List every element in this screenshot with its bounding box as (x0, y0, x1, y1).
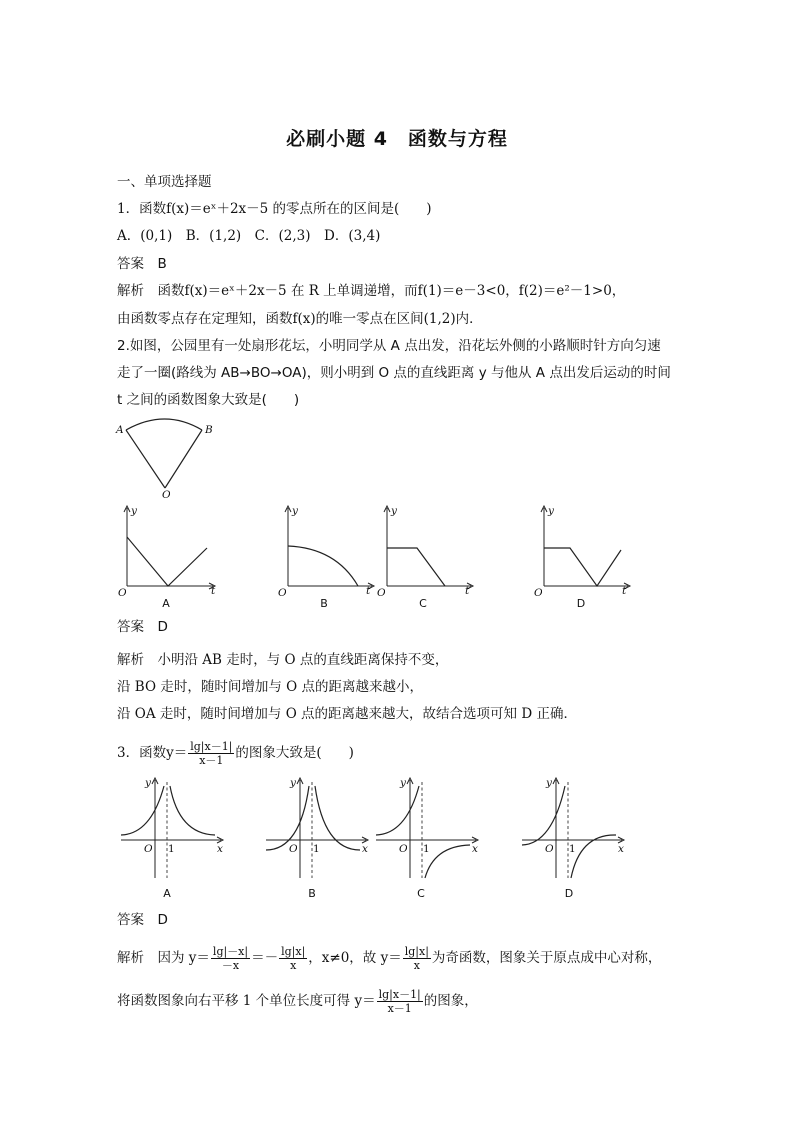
q2-graph-b (274, 502, 379, 597)
axis-y-label: y (548, 505, 554, 517)
sector-label-b: B (205, 424, 213, 436)
fraction-denominator: －x (221, 959, 240, 972)
q3-analysis-fraction-3 (403, 945, 431, 972)
q3-graph-b-label: B (308, 887, 316, 900)
q3-analysis-mid-2: ，x≠0，故 y＝ (308, 950, 402, 966)
q2-graph-b-label: B (320, 597, 328, 610)
q3-stem-fraction (188, 740, 234, 767)
axis-y-label: y (391, 505, 397, 517)
axis-t-label: t (465, 585, 470, 597)
q2-graph-d (530, 502, 635, 597)
fraction-denominator: x－1 (199, 754, 224, 767)
axis-y-label: y (145, 777, 151, 789)
axis-x-label: x (472, 843, 478, 855)
q1-analysis-line-2: 由函数零点存在定理知，函数f(x)的唯一零点在区间(1,2)内． (117, 311, 483, 327)
q1-answer: 答案 B (117, 256, 167, 272)
q3-graph-c-label: C (417, 887, 425, 900)
fraction-numerator: lg|－x| (212, 945, 249, 958)
axis-y-label: y (290, 777, 296, 789)
q3-graph-a-right-branch (170, 786, 215, 835)
axis-t-label: t (211, 585, 216, 597)
q3-graph-a (117, 772, 227, 884)
q3-graph-d (518, 772, 628, 884)
fraction-numerator: lg|x| (404, 945, 429, 958)
q3-analysis-suffix: 为奇函数，图象关于原点成中心对称， (431, 950, 662, 966)
q3-analysis-2-suffix: 的图象， (423, 993, 478, 1009)
axis-t-label: t (622, 585, 627, 597)
q2-graph-c (373, 502, 478, 597)
axis-origin-label: O (377, 587, 386, 599)
q2-graph-a-curve (127, 537, 207, 586)
fraction-numerator: lg|x－1| (190, 740, 233, 753)
fraction-denominator: x (413, 959, 420, 972)
sector-radius-oa (126, 430, 165, 488)
q3-graph-c-right-branch (425, 845, 470, 878)
q3-graph-c (372, 772, 482, 884)
q2-analysis-line-1: 解析 小明沿 AB 走时，与 O 点的直线距离保持不变， (117, 652, 449, 668)
axis-one-label: 1 (313, 843, 320, 855)
q3-graph-c-left-branch (376, 786, 419, 835)
q3-analysis-2-prefix: 将函数图象向右平移 1 个单位长度可得 y＝ (117, 993, 376, 1009)
q3-stem-prefix: 3．函数y＝ (117, 745, 188, 761)
q3-graph-a-left-branch (121, 786, 164, 835)
axis-one-label: 1 (423, 843, 430, 855)
q2-graph-d-label: D (576, 597, 586, 610)
fraction-denominator: x (290, 959, 297, 972)
q2-answer: 答案 D (117, 619, 168, 635)
axis-origin-label: O (289, 843, 298, 855)
axis-one-label: 1 (168, 843, 175, 855)
axis-one-label: 1 (569, 843, 576, 855)
q3-analysis-fraction-2 (279, 945, 307, 972)
q2-stem-line-2: 走了一圈(路线为 AB→BO→OA)，则小明到 O 点的直线距离 y 与他从 A 点出发后运动的时间 (117, 365, 671, 381)
axis-origin-label: O (545, 843, 554, 855)
axis-origin-label: O (118, 587, 127, 599)
axis-y-label: y (546, 777, 552, 789)
q2-graph-a (115, 502, 220, 597)
axis-y-label: y (292, 505, 298, 517)
q3-analysis-line-1 (117, 945, 661, 972)
q1-options: A．(0,1) B．(1,2) C．(2,3) D．(3,4) (117, 228, 381, 244)
q2-analysis-line-2: 沿 BO 走时，随时间增加与 O 点的距离越来越小， (117, 679, 423, 695)
q3-graph-a-label: A (163, 887, 171, 900)
q2-graph-b-curve (288, 546, 358, 586)
axis-origin-label: O (144, 843, 153, 855)
q2-graph-d-curve (544, 548, 621, 586)
q3-answer: 答案 D (117, 912, 168, 928)
q3-analysis-line-2 (117, 988, 478, 1015)
q3-graph-d-left-branch (522, 786, 565, 845)
q3-graph-d-right-branch (571, 835, 616, 878)
axis-x-label: x (618, 843, 624, 855)
q3-stem (117, 740, 354, 767)
q2-graph-c-label: C (419, 597, 427, 610)
sector-label-a: A (116, 424, 124, 436)
q2-stem-line-3: t 之间的函数图象大致是( ) (117, 392, 300, 408)
q1-stem: 1．函数f(x)＝eˣ＋2x－5 的零点所在的区间是( ) (117, 201, 432, 217)
q3-graph-b (262, 772, 372, 884)
q3-analysis-2-fraction (377, 988, 423, 1015)
axis-origin-label: O (534, 587, 543, 599)
axis-y-label: y (400, 777, 406, 789)
axis-y-label: y (131, 505, 137, 517)
q2-graph-c-curve (387, 548, 445, 586)
sector-radius-ob (165, 430, 202, 488)
axis-x-label: x (362, 843, 368, 855)
fraction-denominator: x－1 (387, 1002, 412, 1015)
q2-stem-line-1: 2.如图，公园里有一处扇形花坛，小明同学从 A 点出发，沿花坛外侧的小路顺时针方向匀速 (117, 338, 661, 354)
q2-graph-a-label: A (162, 597, 170, 610)
q3-analysis-prefix: 解析 因为 y＝ (117, 950, 210, 966)
sector-figure (110, 412, 220, 502)
sector-label-o: O (162, 489, 171, 501)
axis-t-label: t (366, 585, 371, 597)
q3-analysis-mid: ＝－ (251, 950, 279, 966)
q2-analysis-line-3: 沿 OA 走时，随时间增加与 O 点的距离越来越大，故结合选项可知 D 正确． (117, 706, 577, 722)
page-title: 必刷小题 4 函数与方程 (286, 128, 508, 150)
axis-origin-label: O (399, 843, 408, 855)
fraction-numerator: lg|x－1| (378, 988, 421, 1001)
q3-analysis-fraction-1 (211, 945, 250, 972)
q3-graph-d-label: D (564, 887, 574, 900)
axis-x-label: x (217, 843, 223, 855)
q3-stem-suffix: 的图象大致是( ) (235, 745, 354, 761)
fraction-numerator: lg|x| (281, 945, 306, 958)
q1-analysis-line-1: 解析 函数f(x)＝eˣ＋2x－5 在 R 上单调递增，而f(1)＝e－3<0，f(2)＝e²－1>0， (117, 283, 626, 299)
section-heading: 一、单项选择题 (117, 174, 212, 190)
sector-arc (126, 419, 202, 430)
axis-origin-label: O (278, 587, 287, 599)
